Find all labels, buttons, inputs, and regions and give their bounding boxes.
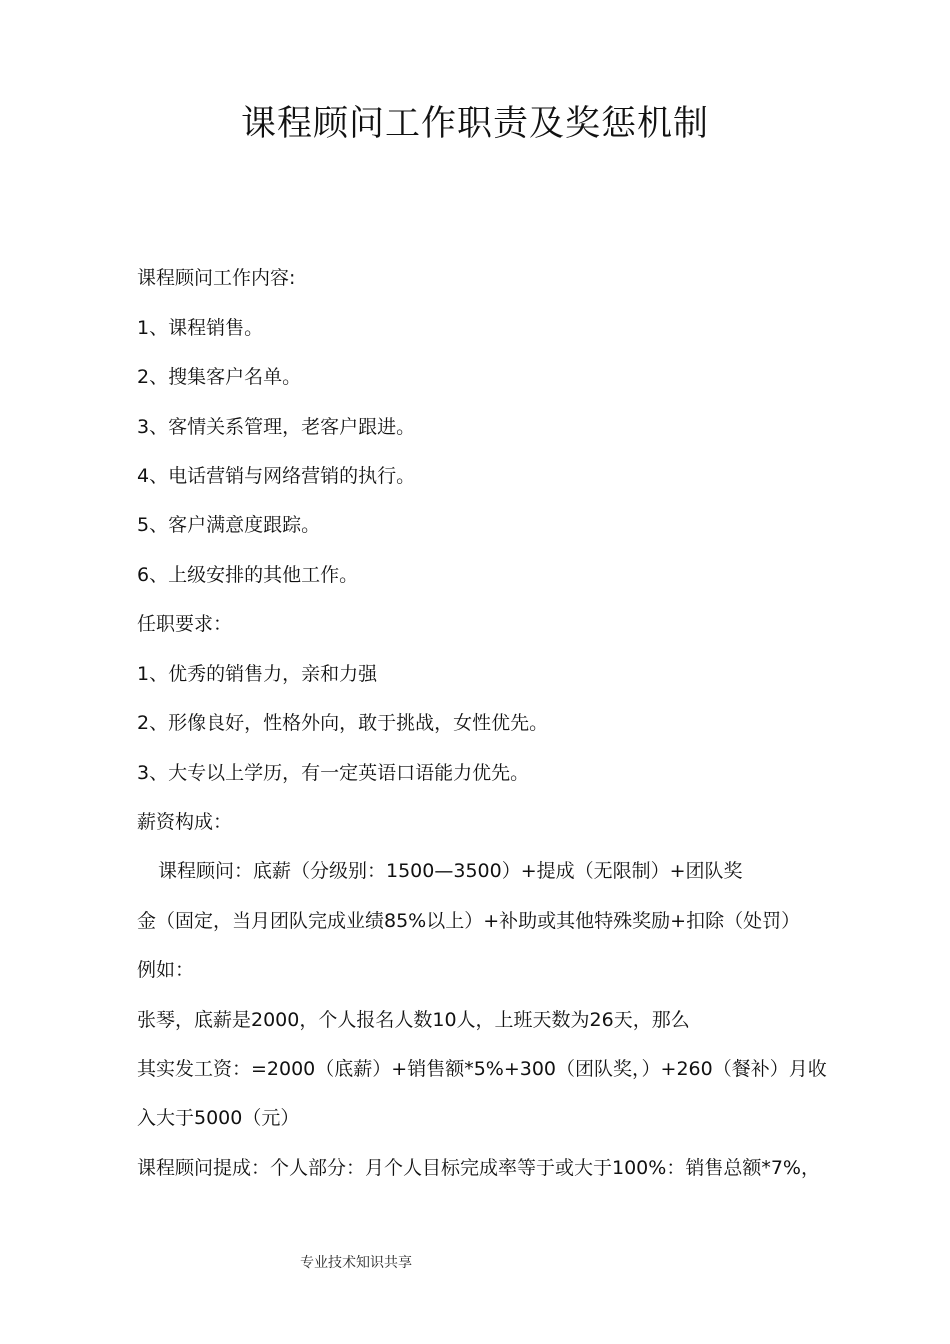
duty-item: 2、搜集客户名单。: [137, 366, 302, 388]
duty-item: 3、客情关系管理，老客户跟进。: [137, 416, 416, 438]
example-paragraph: 其实发工资：=2000（底薪）+销售额*5%+300（团队奖，）+260（餐补）月收: [137, 1058, 827, 1080]
example-paragraph: 张琴，底薪是2000，个人报名人数10人，上班天数为26天，那么: [137, 1009, 690, 1031]
requirement-item: 3、大专以上学历，有一定英语口语能力优先。: [137, 762, 530, 784]
page-footer: 专业技术知识共享: [300, 1255, 412, 1271]
duty-item: 4、电话营销与网络营销的执行。: [137, 465, 416, 487]
requirement-item: 2、形像良好，性格外向，敢于挑战，女性优先。: [137, 712, 549, 734]
commission-paragraph: 课程顾问提成：个人部分：月个人目标完成率等于或大于100%：销售总额*7%，: [137, 1157, 820, 1179]
duty-item: 1、课程销售。: [137, 317, 264, 339]
example-heading: 例如：: [137, 959, 195, 981]
requirement-item: 1、优秀的销售力，亲和力强: [137, 663, 378, 685]
example-paragraph: 入大于5000（元）: [137, 1107, 300, 1129]
section-heading-job-content: 课程顾问工作内容:: [137, 267, 296, 289]
salary-paragraph: 金（固定，当月团队完成业绩85%以上）+补助或其他特殊奖励+扣除（处罚）: [137, 910, 801, 932]
duty-item: 6、上级安排的其他工作。: [137, 564, 359, 586]
section-heading-requirements: 任职要求：: [137, 613, 233, 635]
duty-item: 5、客户满意度跟踪。: [137, 514, 321, 536]
section-heading-salary: 薪资构成：: [137, 811, 233, 833]
salary-paragraph: 课程顾问：底薪（分级别：1500—3500）+提成（无限制）+团队奖: [158, 860, 743, 882]
document-title: 课程顾问工作职责及奖惩机制: [240, 104, 709, 144]
